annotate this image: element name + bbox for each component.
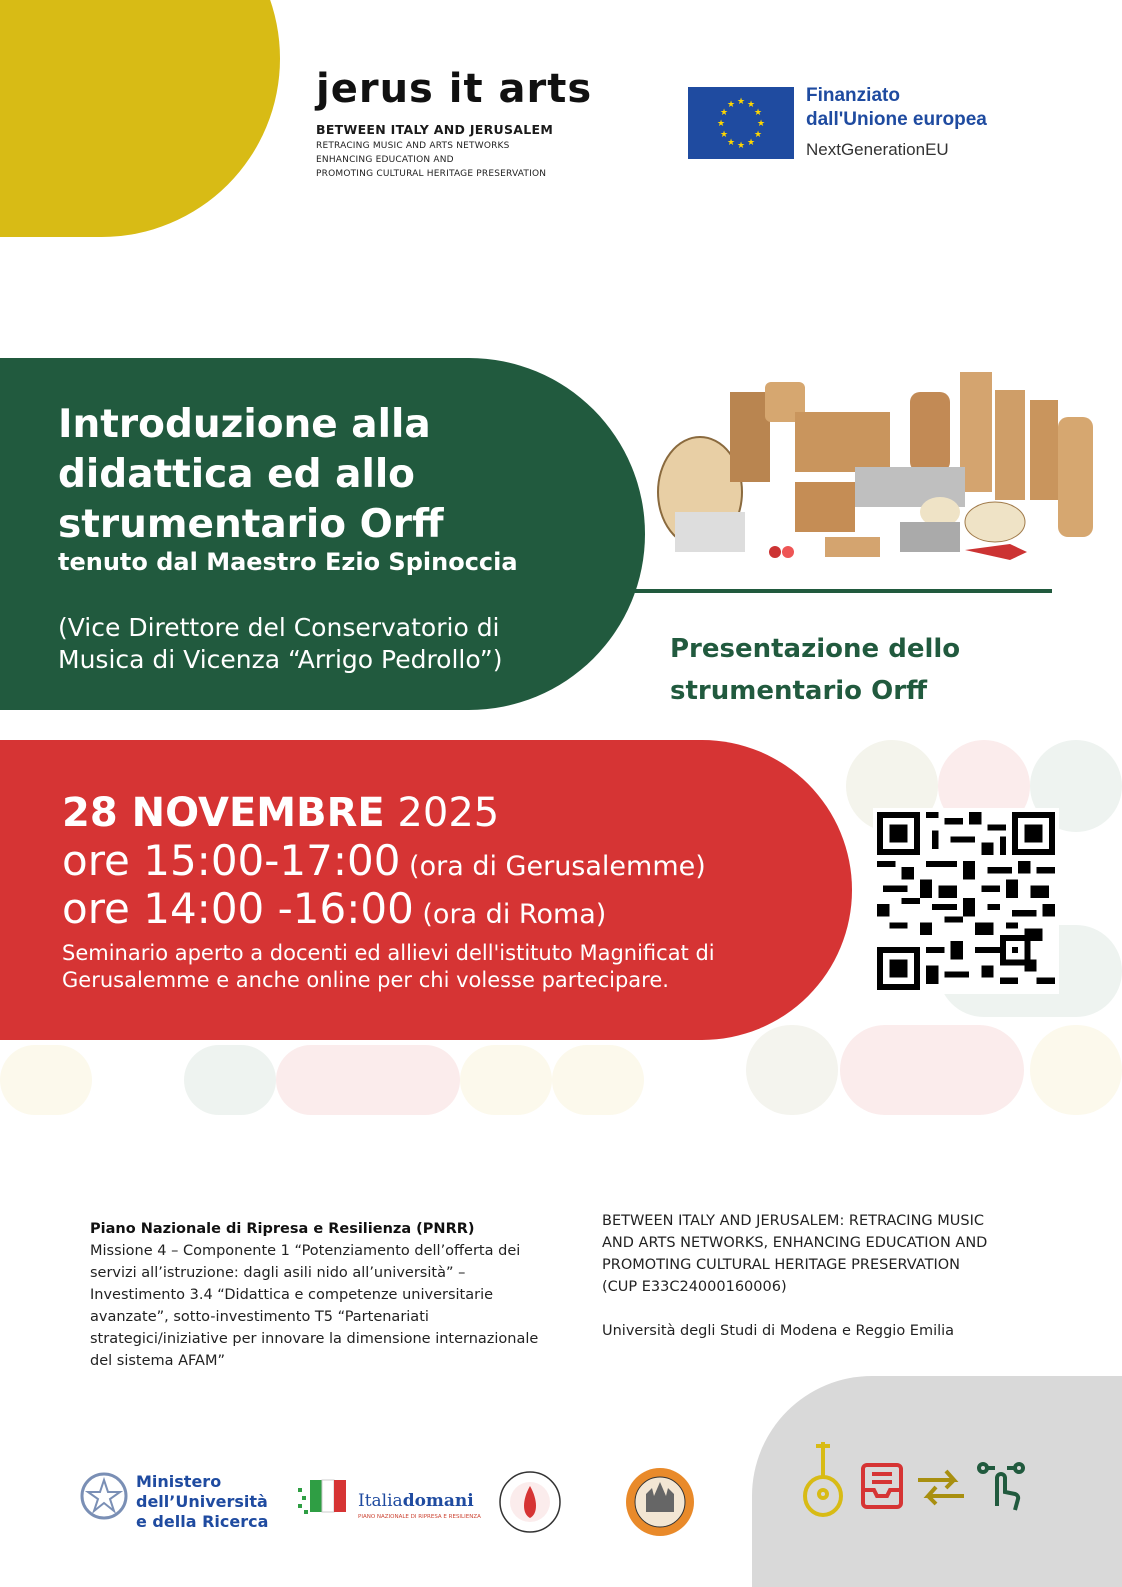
eu-flag-icon	[688, 87, 794, 159]
teacher-role: (Vice Direttore del Conservatorio di Musica di Vicenza “Arrigo Pedrollo”)	[58, 613, 503, 674]
svg-text:★: ★	[753, 108, 763, 118]
lute-icon	[800, 1438, 846, 1518]
orff-instruments-image	[655, 372, 1095, 582]
svg-text:★: ★	[719, 130, 729, 140]
decorative-yellow-shape	[0, 0, 280, 237]
decorative-dot	[460, 1045, 552, 1115]
svg-text:★: ★	[756, 119, 766, 129]
italiadomani-flag-icon	[296, 1474, 356, 1522]
pnrr-info: Piano Nazionale di Ripresa e Resilienza (PNRR) Missione 4 – Componente 1 “Potenziamento dell’offerta dei servizi all’istruzione: dagli asili nido all’università” – Investimento 3.4 “Didattica e competenze universitarie avanzate”, sotto-investimento T5 “Partenariati strategici/iniziative per innovare la dimensione internazionale del sistema AFAM”	[90, 1221, 539, 1369]
italiadomani-subtitle: PIANO NAZIONALE DI RIPRESA E RESILIENZA	[358, 1514, 481, 1520]
eu-funding-label: Finanziato dall'Unione europea	[806, 85, 987, 130]
event-time-jerusalem: ore 15:00-17:00 (ora di Gerusalemme)	[62, 836, 706, 885]
inbox-icon	[860, 1462, 904, 1510]
decorative-dot	[184, 1045, 276, 1115]
svg-text:★: ★	[716, 119, 726, 129]
divider-line	[632, 589, 1052, 593]
logo-line-3: PROMOTING CULTURAL HERITAGE PRESERVATION	[316, 169, 547, 179]
svg-text:★: ★	[746, 100, 756, 110]
italian-republic-emblem-icon	[78, 1468, 130, 1524]
decorative-dot	[552, 1045, 644, 1115]
next-generation-eu-label: NextGenerationEU	[806, 140, 949, 159]
logo-line-1: RETRACING MUSIC AND ARTS NETWORKS	[316, 141, 510, 151]
jerusit-arts-logo: jerus it arts	[316, 66, 593, 112]
event-date: 28 NOVEMBRE 2025	[62, 790, 500, 836]
svg-text:★: ★	[736, 141, 746, 151]
instruments-presentation: Presentazione dello strumentario Orff	[670, 634, 961, 706]
touch-network-icon	[975, 1460, 1027, 1514]
svg-text:★: ★	[726, 100, 736, 110]
svg-text:★: ★	[753, 130, 763, 140]
svg-text:★: ★	[719, 108, 729, 118]
svg-text:★: ★	[736, 97, 746, 107]
seminar-title: Introduzione alla didattica ed allo strumentario Orff	[58, 402, 444, 547]
svg-text:★: ★	[726, 138, 736, 148]
decorative-dot	[1030, 1025, 1122, 1115]
qr-code[interactable]	[873, 808, 1059, 994]
decorative-dot	[0, 1045, 92, 1115]
magnificat-institute-seal-icon	[498, 1470, 562, 1534]
seminar-teacher: tenuto dal Maestro Ezio Spinoccia	[58, 548, 518, 576]
logo-tagline: BETWEEN ITALY AND JERUSALEM	[316, 122, 554, 137]
event-description: Seminario aperto a docenti ed allievi dell'istituto Magnificat di Gerusalemme e anche online per chi volesse partecipare.	[62, 941, 715, 992]
event-time-rome: ore 14:00 -16:00 (ora di Roma)	[62, 884, 607, 933]
mur-logo-text: Ministero dell’Università e della Ricerca	[136, 1472, 269, 1531]
decorative-dot	[840, 1025, 1024, 1115]
decorative-dot	[746, 1025, 838, 1115]
exchange-arrows-icon	[914, 1466, 968, 1510]
vicenza-conservatory-seal-icon	[624, 1466, 696, 1538]
italiadomani-logo: Italiadomani	[358, 1491, 474, 1511]
decorative-dot	[276, 1045, 460, 1115]
project-info: BETWEEN ITALY AND JERUSALEM: RETRACING MUSIC AND ARTS NETWORKS, ENHANCING EDUCATION AND PROMOTING CULTURAL HERITAGE PRESERVATION (CUP E33C24000160006) Università degli Studi di Modena e Reggio Emilia	[602, 1213, 988, 1339]
svg-text:★: ★	[746, 138, 756, 148]
logo-line-2: ENHANCING EDUCATION AND	[316, 155, 454, 165]
